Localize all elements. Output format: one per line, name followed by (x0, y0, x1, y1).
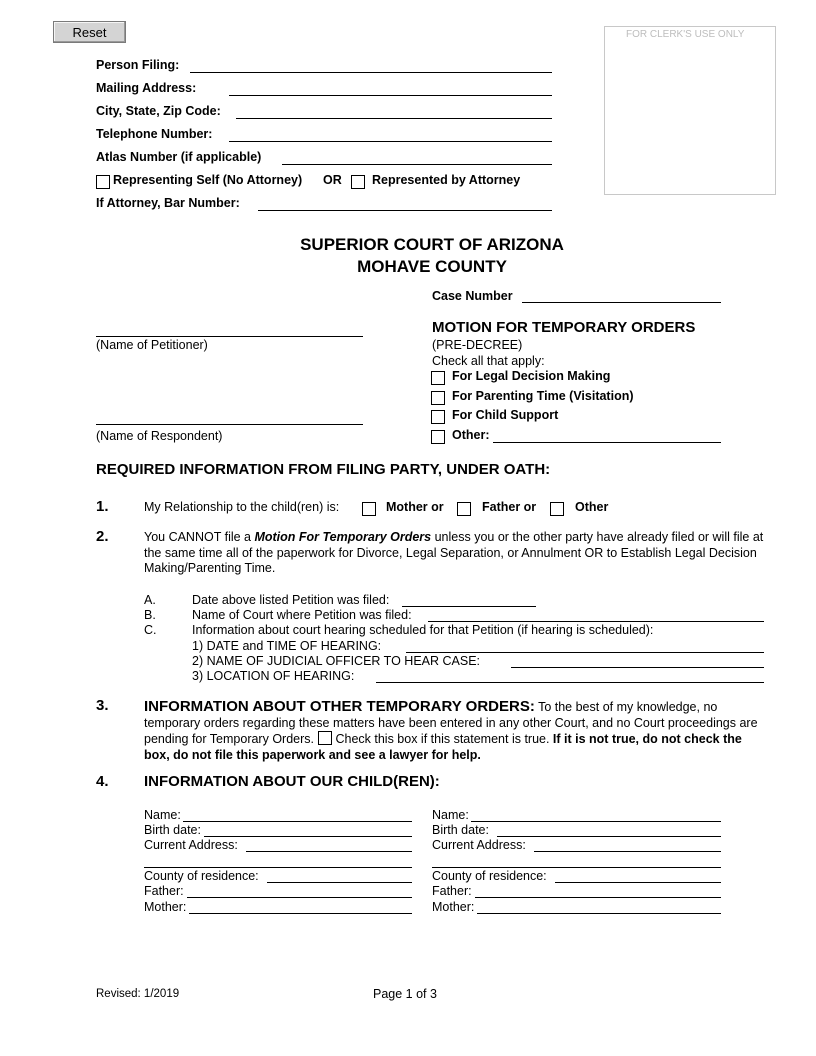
represented-by-attorney-label: Represented by Attorney (372, 173, 521, 187)
hearing-info-label: Information about court hearing scheduled for that Petition (if hearing is scheduled): (192, 623, 654, 637)
item-b-letter: B. (144, 608, 156, 622)
father-checkbox[interactable] (457, 502, 471, 516)
judicial-officer-label: 2) NAME OF JUDICIAL OFFICER TO HEAR CASE: (192, 654, 481, 668)
relationship-label: My Relationship to the child(ren) is: (144, 500, 340, 514)
section-3-number: 3. (96, 697, 109, 714)
bar-number-field[interactable] (258, 210, 552, 211)
mother-label: Mother or (386, 500, 444, 514)
legal-decision-checkbox[interactable] (431, 371, 445, 385)
child-2-county-label: County of residence: (432, 869, 547, 883)
or-label: OR (323, 173, 342, 187)
hearing-location-label: 3) LOCATION OF HEARING: (192, 669, 355, 683)
child-2-father-field[interactable] (475, 897, 721, 898)
section-3-warning: If it is not true, do not check the box, do not file this paperwork and see a lawyer for help. (144, 732, 742, 762)
child-2-birth-label: Birth date: (432, 823, 489, 837)
child-2-address-label: Current Address: (432, 838, 526, 852)
clerk-use-label: FOR CLERK'S USE ONLY (626, 29, 745, 40)
section-2-emphasis: Motion For Temporary Orders (254, 530, 432, 544)
child-1-father-field[interactable] (187, 897, 412, 898)
child-1-father-label: Father: (144, 884, 184, 898)
telephone-field[interactable] (229, 141, 552, 142)
check-all-label: Check all that apply: (432, 354, 545, 368)
child-2-mother-field[interactable] (477, 913, 721, 914)
court-filed-field[interactable] (428, 621, 764, 622)
county-name: MOHAVE COUNTY (357, 257, 507, 276)
child-1-name-label: Name: (144, 808, 181, 822)
child-1-address-field[interactable] (246, 851, 412, 852)
no-other-orders-checkbox[interactable] (318, 731, 332, 745)
other-checkbox[interactable] (431, 430, 445, 444)
representing-self-label: Representing Self (No Attorney) (113, 173, 303, 187)
child-1-county-label: County of residence: (144, 869, 259, 883)
child-2-address-line2[interactable] (432, 867, 721, 868)
person-filing-label: Person Filing: (96, 58, 180, 72)
child-2-county-field[interactable] (555, 882, 721, 883)
child-1-birth-label: Birth date: (144, 823, 201, 837)
parenting-time-label: For Parenting Time (Visitation) (452, 389, 634, 403)
date-filed-field[interactable] (402, 606, 536, 607)
child-1-mother-field[interactable] (189, 913, 412, 914)
hearing-date-field[interactable] (406, 652, 764, 653)
respondent-name-field[interactable] (96, 424, 363, 425)
court-name: SUPERIOR COURT OF ARIZONA (300, 235, 564, 254)
section-2-pre: You CANNOT file a (144, 530, 255, 544)
court-filed-label: Name of Court where Petition was filed: (192, 608, 412, 622)
telephone-label: Telephone Number: (96, 127, 213, 141)
atlas-number-field[interactable] (282, 164, 552, 165)
represented-by-attorney-checkbox[interactable] (351, 175, 365, 189)
case-number-field[interactable] (522, 302, 721, 303)
judicial-officer-field[interactable] (511, 667, 764, 668)
motion-subtitle: (PRE-DECREE) (432, 338, 523, 352)
city-state-zip-label: City, State, Zip Code: (96, 104, 221, 118)
hearing-date-label: 1) DATE and TIME OF HEARING: (192, 639, 382, 653)
hearing-location-field[interactable] (376, 682, 764, 683)
revised-date: Revised: 1/2019 (96, 988, 180, 1000)
other-relationship-label: Other (575, 500, 609, 514)
section-1-number: 1. (96, 498, 109, 515)
other-label: Other: (452, 428, 490, 442)
petitioner-name-field[interactable] (96, 336, 363, 337)
mailing-address-label: Mailing Address: (96, 81, 197, 95)
page-number: Page 1 of 3 (373, 987, 437, 1001)
child-2-address-field[interactable] (534, 851, 721, 852)
child-support-label: For Child Support (452, 408, 559, 422)
date-filed-label: Date above listed Petition was filed: (192, 593, 390, 607)
bar-number-label: If Attorney, Bar Number: (96, 196, 240, 210)
child-2-mother-label: Mother: (432, 900, 475, 914)
other-field[interactable] (493, 442, 721, 443)
person-filing-field[interactable] (190, 72, 552, 73)
atlas-number-label: Atlas Number (if applicable) (96, 150, 262, 164)
child-1-name-field[interactable] (183, 821, 412, 822)
city-state-zip-field[interactable] (236, 118, 552, 119)
item-a-letter: A. (144, 593, 156, 607)
section-3-text1: To the best of my knowledge, no temporary orders regarding these matters have been entered in any other Court, and no Court proceedings are pending for Temporary Orders. (144, 700, 758, 746)
mother-checkbox[interactable] (362, 502, 376, 516)
child-1-county-field[interactable] (267, 882, 412, 883)
child-2-name-field[interactable] (471, 821, 721, 822)
child-1-address-label: Current Address: (144, 838, 238, 852)
respondent-label: (Name of Respondent) (96, 429, 223, 443)
child-1-address-line2[interactable] (144, 867, 412, 868)
clerk-use-box (604, 26, 776, 195)
parenting-time-checkbox[interactable] (431, 391, 445, 405)
reset-button[interactable]: Reset (53, 21, 126, 43)
section-2-post: unless you or the other party have already filed or will file at the same time all of the paperwork for Divorce, Legal Separation, or Annulment OR to Establish Legal Decision Making/Parenting Time. (144, 530, 764, 575)
child-2-name-label: Name: (432, 808, 469, 822)
child-support-checkbox[interactable] (431, 410, 445, 424)
mailing-address-field[interactable] (229, 95, 552, 96)
section-3-text (144, 699, 769, 763)
section-3-text2: Check this box if this statement is true. (332, 732, 550, 746)
section-2-number: 2. (96, 528, 109, 545)
legal-decision-label: For Legal Decision Making (452, 369, 611, 383)
section-4-title: INFORMATION ABOUT OUR CHILD(REN): (144, 773, 440, 790)
child-2-birth-field[interactable] (497, 836, 721, 837)
section-2-text (144, 530, 769, 577)
motion-title: MOTION FOR TEMPORARY ORDERS (432, 319, 696, 336)
required-info-heading: REQUIRED INFORMATION FROM FILING PARTY, UNDER OATH: (96, 461, 551, 478)
item-c-letter: C. (144, 623, 157, 637)
case-number-label: Case Number (432, 289, 513, 303)
child-1-birth-field[interactable] (204, 836, 412, 837)
child-2-father-label: Father: (432, 884, 472, 898)
child-1-mother-label: Mother: (144, 900, 187, 914)
representing-self-checkbox[interactable] (96, 175, 110, 189)
section-4-number: 4. (96, 773, 109, 790)
father-label: Father or (482, 500, 537, 514)
section-3-title: INFORMATION ABOUT OTHER TEMPORARY ORDERS: (144, 698, 535, 715)
petitioner-label: (Name of Petitioner) (96, 338, 208, 352)
other-relationship-checkbox[interactable] (550, 502, 564, 516)
